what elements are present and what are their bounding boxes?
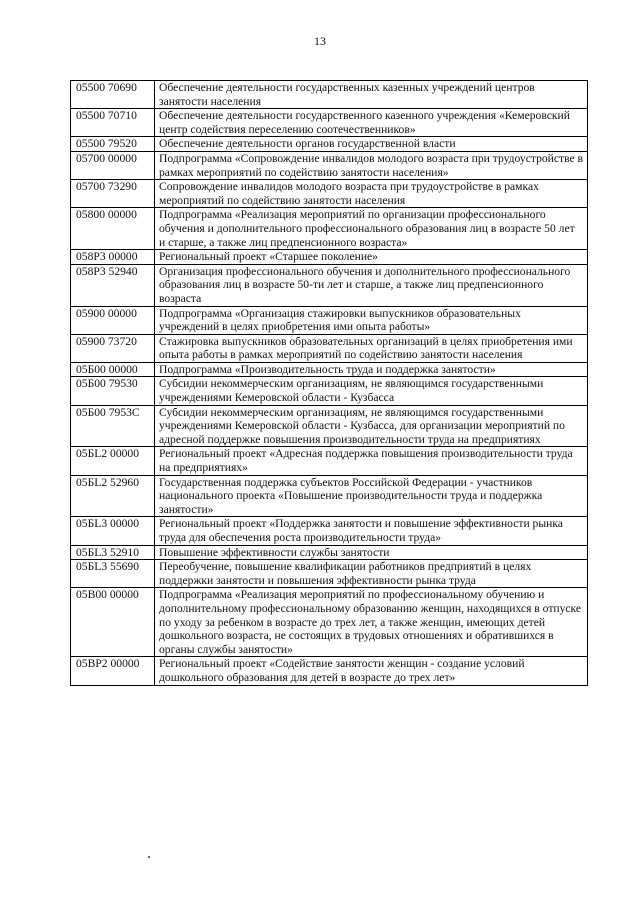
table-row	[71, 180, 588, 208]
classification-code: 05БL2 52960	[71, 475, 155, 517]
classification-code: 05500 79520	[71, 137, 155, 152]
table-row	[71, 657, 588, 685]
table-row	[71, 137, 588, 152]
classification-code: 05Б00 00000	[71, 362, 155, 377]
table-row	[71, 109, 588, 137]
table-row	[71, 151, 588, 179]
expense-description: Субсидии некоммерческим организациям, не являющимся государственными учреждениями Кемеровской области - Кузбасса	[155, 377, 588, 405]
table-row	[71, 334, 588, 362]
expense-description: Региональный проект «Старшее поколение»	[155, 250, 588, 265]
expense-description: Сопровождение инвалидов молодого возраста при трудоустройстве в рамках мероприятий по содействию занятости населения	[155, 180, 588, 208]
table-row	[71, 588, 588, 657]
expense-description: Стажировка выпускников образовательных организаций в целях приобретения ими опыта работы в рамках мероприятий по содействию занятости населения	[155, 334, 588, 362]
budget-code-table	[70, 80, 588, 686]
table-row	[71, 475, 588, 517]
classification-code: 05БL3 55690	[71, 560, 155, 588]
classification-code: 05700 73290	[71, 180, 155, 208]
expense-description: Повышение эффективности службы занятости	[155, 545, 588, 560]
table-row	[71, 208, 588, 250]
classification-code: 05500 70690	[71, 81, 155, 109]
expense-description: Региональный проект «Поддержка занятости и повышение эффективности рынка труда для обеспечения роста производительности труда»	[155, 517, 588, 545]
classification-code: 05В00 00000	[71, 588, 155, 657]
table-row	[71, 264, 588, 306]
classification-code: 05800 00000	[71, 208, 155, 250]
classification-code: 05700 00000	[71, 151, 155, 179]
table-row	[71, 447, 588, 475]
table-row	[71, 81, 588, 109]
classification-code: 058P3 00000	[71, 250, 155, 265]
table-row	[71, 405, 588, 447]
expense-description: Региональный проект «Содействие занятости женщин - создание условий дошкольного образования для детей в возрасте до трех лет»	[155, 657, 588, 685]
expense-description: Субсидии некоммерческим организациям, не являющимся государственными учреждениями Кемеровской области - Кузбасса, для организации мероприятий по адресной поддержке повышения производительности труда на предприятиях	[155, 405, 588, 447]
table-row	[71, 377, 588, 405]
table-row	[71, 517, 588, 545]
classification-code: 05БL3 00000	[71, 517, 155, 545]
classification-code: 05БL3 52910	[71, 545, 155, 560]
classification-code: 05900 73720	[71, 334, 155, 362]
classification-code: 05ВP2 00000	[71, 657, 155, 685]
classification-code: 05БL2 00000	[71, 447, 155, 475]
expense-description: Подпрограмма «Организация стажировки выпускников образовательных учреждений в целях приобретения ими опыта работы»	[155, 306, 588, 334]
classification-code: 05Б00 79530	[71, 377, 155, 405]
table-row	[71, 306, 588, 334]
expense-description: Обеспечение деятельности органов государственной власти	[155, 137, 588, 152]
classification-code: 05900 00000	[71, 306, 155, 334]
expense-description: Подпрограмма «Реализация мероприятий по организации профессионального обучения и дополнительного профессионального образования лиц в возрасте 50 лет и старше, а также лиц предпенсионного возраста»	[155, 208, 588, 250]
classification-code: 05500 70710	[71, 109, 155, 137]
expense-description: Организация профессионального обучения и дополнительного профессионального образования лиц в возрасте 50-ти лет и старше, а также лиц предпенсионного возраста	[155, 264, 588, 306]
expense-description: Подпрограмма «Реализация мероприятий по профессиональному обучению и дополнительному профессиональному образованию женщин, находящихся в отпуске по уходу за ребенком в возрасте до трех лет, а также женщин, имеющих детей дошкольного возраста, не состоящих в трудовых отношениях и обратившихся в органы службы занятости»	[155, 588, 588, 657]
scan-dot	[148, 856, 150, 858]
table-row	[71, 560, 588, 588]
table-row	[71, 545, 588, 560]
expense-description: Обеспечение деятельности государственного казенного учреждения «Кемеровский центр содействия переселению соотечественников»	[155, 109, 588, 137]
expense-description: Подпрограмма «Сопровождение инвалидов молодого возраста при трудоустройстве в рамках мероприятий по содействию занятости населения»	[155, 151, 588, 179]
expense-description: Региональный проект «Адресная поддержка повышения производительности труда на предприятиях»	[155, 447, 588, 475]
expense-description: Государственная поддержка субъектов Российской Федерации - участников национального проекта «Повышение производительности труда и поддержка занятости»	[155, 475, 588, 517]
page-number: 13	[314, 34, 326, 48]
table-row	[71, 250, 588, 265]
expense-description: Подпрограмма «Производительность труда и поддержка занятости»	[155, 362, 588, 377]
classification-code: 05Б00 7953С	[71, 405, 155, 447]
expense-description: Обеспечение деятельности государственных казенных учреждений центров занятости населения	[155, 81, 588, 109]
table-row	[71, 362, 588, 377]
classification-code: 058P3 52940	[71, 264, 155, 306]
expense-description: Переобучение, повышение квалификации работников предприятий в целях поддержки занятости и повышения эффективности рынка труда	[155, 560, 588, 588]
